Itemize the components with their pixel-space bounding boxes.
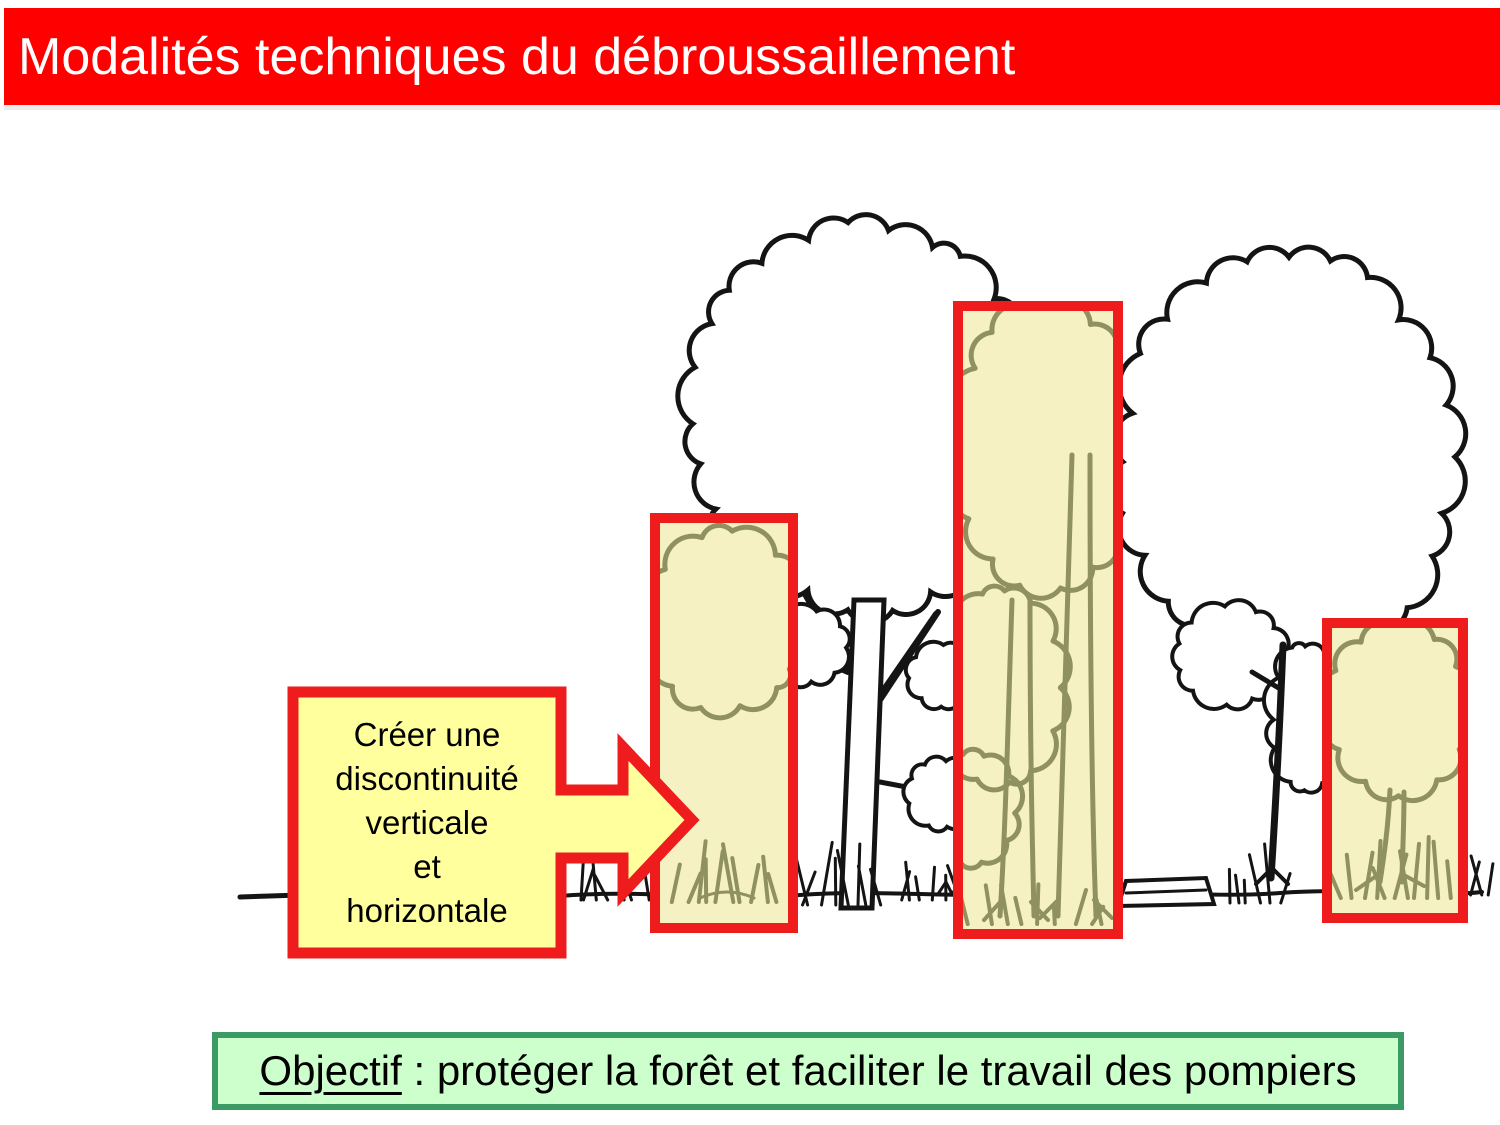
callout-line: discontinuité <box>335 759 519 797</box>
tree-crown <box>1108 247 1466 668</box>
cleared-zone-1 <box>641 518 812 928</box>
callout-line: Créer une <box>353 715 501 753</box>
callout-line: et <box>413 847 441 885</box>
objective-text: : protéger la forêt et faciliter le travail des pompiers <box>401 1047 1357 1094</box>
callout-line: horizontale <box>346 891 508 929</box>
cleared-zone-2 <box>922 298 1148 934</box>
callout-box <box>293 692 561 953</box>
page-title: Modalités techniques du débroussaillement <box>18 27 1016 86</box>
cleared-zone-3 <box>1319 620 1476 918</box>
objective-label: Objectif <box>259 1047 402 1094</box>
objective-box <box>212 1032 1404 1110</box>
callout-line: verticale <box>365 803 489 841</box>
cleared-zone-fill <box>655 518 793 928</box>
